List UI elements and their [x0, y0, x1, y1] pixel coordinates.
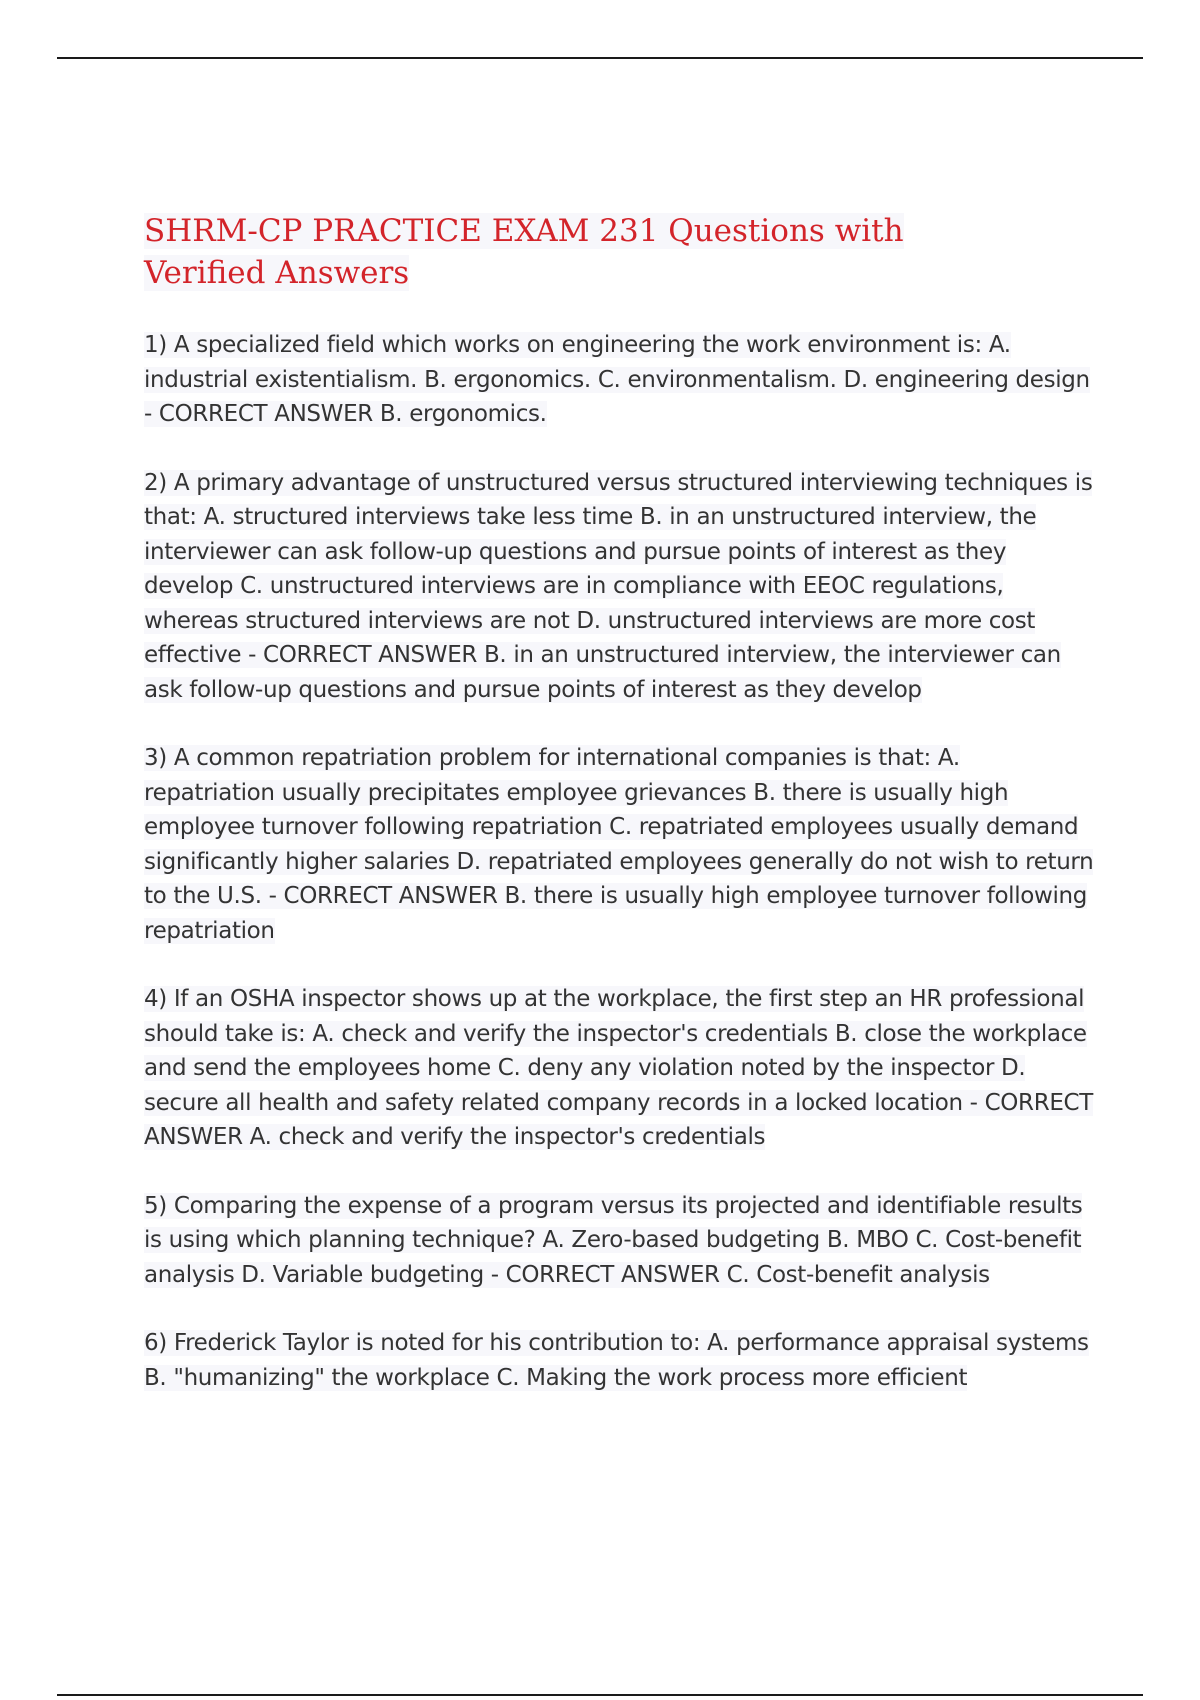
- question-item: [144, 741, 1094, 948]
- footer-rule: [57, 1694, 1143, 1696]
- question-item: [144, 466, 1094, 708]
- question-item: [144, 982, 1094, 1155]
- question-text: 3) A common repatriation problem for international companies is that: A. repatriation usually precipitates employee grievances B. there is usually high employee turnover following repatriation C. repatriated employees usually demand significantly higher salaries D. repatriated employees generally do not wish to return to the U.S. - CORRECT ANSWER B. there is usually high employee turnover following repatriation: [144, 745, 1094, 944]
- question-text: 1) A specialized field which works on engineering the work environment is: A. industrial existentialism. B. ergonomics. C. environmentalism. D. engineering design - CORRECT ANSWER B. ergonomics.: [144, 332, 1090, 427]
- question-item: [144, 1189, 1094, 1293]
- question-text: 6) Frederick Taylor is noted for his contribution to: A. performance appraisal systems B. "humanizing" the workplace C. Making the work process more efficient: [144, 1330, 1089, 1391]
- document-body: [144, 210, 1094, 1429]
- document-title: SHRM-CP PRACTICE EXAM 231 Questions with Verified Answers: [144, 213, 904, 291]
- title-block: [144, 210, 1004, 294]
- header-rule: [57, 57, 1143, 59]
- question-text: 4) If an OSHA inspector shows up at the workplace, the first step an HR professional should take is: A. check and verify the inspector's credentials B. close the workplace and send the employees home C. deny any violation noted by the inspector D. secure all health and safety related company records in a locked location - CORRECT ANSWER A. check and verify the inspector's credentials: [144, 986, 1093, 1150]
- question-item: [144, 1326, 1094, 1395]
- question-text: 2) A primary advantage of unstructured versus structured interviewing techniques is that: A. structured interviews take less time B. in an unstructured interview, the interviewer can ask follow-up questions and pursue points of interest as they develop C. unstructured interviews are in compliance with EEOC regulations, whereas structured interviews are not D. unstructured interviews are more cost effective - CORRECT ANSWER B. in an unstructured interview, the interviewer can ask follow-up questions and pursue points of interest as they develop: [144, 469, 1093, 703]
- question-item: [144, 328, 1094, 432]
- question-text: 5) Comparing the expense of a program versus its projected and identifiable results is using which planning technique? A. Zero-based budgeting B. MBO C. Cost-benefit analysis D. Variable budgeting - CORRECT ANSWER C. Cost-benefit analysis: [144, 1192, 1083, 1288]
